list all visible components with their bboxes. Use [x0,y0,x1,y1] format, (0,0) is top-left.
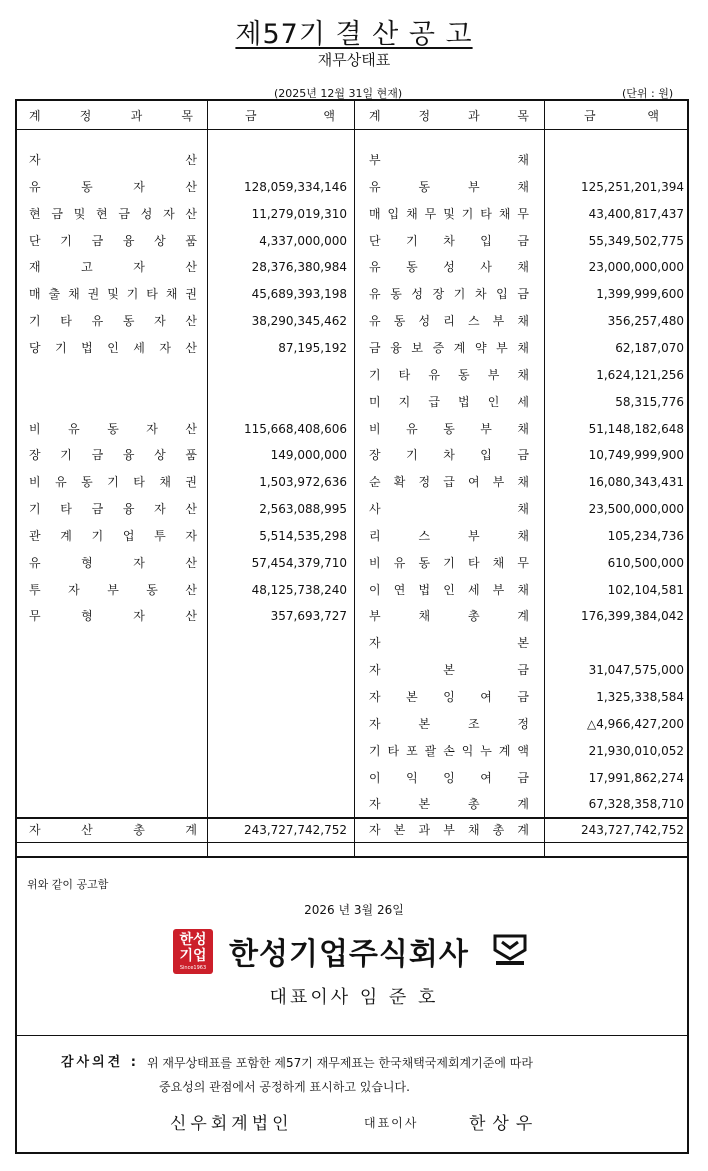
notice-text: 위와 같이 공고함 [27,878,109,891]
asset-row-amount: 357,693,727 [270,609,347,624]
liability-row-label: 리 스 부 채 [369,528,529,543]
liability-row-label: 부 채 [369,153,529,167]
asset-row-label: 매 출 채 권 및 기 타 채 권 [29,287,197,302]
asset-row-label: 비 유 동 기 타 채 권 [29,475,197,490]
header-amount-left: 금 액 [245,109,335,123]
liability-row-label: 유 동 성 리 스 부 채 [369,314,529,329]
liability-row-label: 미 지 급 법 인 세 [369,394,529,409]
liability-row-label: 기 타 유 동 부 채 [369,367,529,382]
liability-row-label: 유 동 성 장 기 차 입 금 [369,287,529,302]
asset-row-label: 유 형 자 산 [29,555,197,570]
audit-opinion-text: 위 재무상태표를 포함한 제57기 재무제표는 한국채택국제회계기준에 따라 중요성의 관점에서 공정하게 표시하고 있습니다. [147,1056,533,1094]
notice-title: 제57기 결 산 공 고 [235,19,473,50]
asset-row-amount: 115,668,408,606 [243,421,347,436]
liability-row-amount: 1,325,338,584 [596,690,684,704]
liability-row-amount [547,149,684,171]
asset-row-amount: 57,454,379,710 [251,555,347,570]
asset-row-amount: 38,290,345,462 [251,314,347,329]
liability-row-label: 자 본 [369,636,529,651]
liability-row-label: 장 기 차 입 금 [369,448,529,463]
as-of-date: (2025년 12월 31일 현재) [274,87,403,100]
liability-row-label: 순 확 정 급 여 부 채 [369,475,529,490]
asset-row-amount: 48,125,738,240 [251,582,347,597]
asset-row-amount: 11,279,019,310 [251,206,347,221]
asset-row-amount: 2,563,088,995 [259,502,347,517]
asset-row-amount: 45,689,393,198 [251,287,347,302]
asset-row-label: 비 유 동 자 산 [29,421,197,436]
liability-row-amount: 1,399,999,600 [596,287,684,302]
asset-row-amount: 149,000,000 [270,448,347,463]
asset-row-label: 유 동 자 산 [29,179,197,194]
liability-row-amount: 10,749,999,900 [588,448,684,463]
asset-row-amount: 4,337,000,000 [259,233,347,248]
liability-row-amount: 23,500,000,000 [588,502,684,517]
total-assets-amount: 243,727,742,752 [243,823,347,837]
asset-row-label [29,391,197,413]
asset-row-label: 무 형 자 산 [29,609,197,624]
asset-row-label: 기 타 유 동 자 산 [29,314,197,329]
audit-ceo-label: 대표이사 [364,1116,419,1130]
notice-date: 2026 년 3월 26일 [304,903,404,917]
liability-row-label: 사 채 [369,502,529,517]
liability-row-label: 자 본 잉 여 금 [369,690,529,704]
liability-row-amount: 23,000,000,000 [588,260,684,275]
asset-row-amount: 87,195,192 [278,340,347,355]
liability-row-label: 이 익 잉 여 금 [369,770,529,785]
liability-row-label: 유 동 부 채 [369,179,529,194]
liability-row-amount: 58,315,776 [615,394,684,409]
liability-row-amount: 102,104,581 [607,582,684,597]
asset-row-label: 장 기 금 융 상 품 [29,448,197,463]
audit-ceo-name: 한상우 [469,1114,540,1134]
liability-row-amount: 125,251,201,394 [580,179,684,194]
unit-label: (단위 : 원) [622,87,674,100]
ceo-name: 대표이사 임 준 호 [269,987,439,1008]
liability-row-amount [547,632,684,654]
asset-row-label: 기 타 금 융 자 산 [29,502,197,517]
asset-row-amount: 5,514,535,298 [259,528,347,543]
liability-row-amount: 43,400,817,437 [588,206,684,221]
company-name: 한성기업주식회사 [229,937,469,972]
liability-row-amount: 356,257,480 [607,314,684,329]
header-account-right: 계 정 과 목 [369,109,529,123]
liability-row-label: 유 동 성 사 채 [369,260,529,275]
header-account-left: 계 정 과 목 [29,109,193,123]
notice-frame [15,99,689,1154]
liability-row-amount: 610,500,000 [607,555,684,570]
liability-row-amount: 51,148,182,648 [588,421,684,436]
asset-row-label: 단 기 금 융 상 품 [29,233,197,248]
liability-row-amount: 16,080,343,431 [588,475,684,490]
liability-row-amount: 31,047,575,000 [588,663,684,678]
asset-row-label: 현 금 및 현 금 성 자 산 [29,206,197,221]
liability-row-amount: 67,328,358,710 [588,797,684,812]
asset-row-amount: 28,376,380,984 [251,260,347,275]
liability-row-amount: 62,187,070 [615,340,684,355]
liability-row-amount: 176,399,384,042 [580,609,684,624]
asset-row-amount: 1,503,972,636 [259,475,347,490]
asset-row-label: 당 기 법 인 세 자 산 [29,340,197,355]
total-assets-label: 자 산 총 계 [29,823,197,837]
total-liab-equity-label: 자 본 과 부 채 총 계 [369,823,529,837]
asset-row-label [29,364,197,386]
liability-row-label: 단 기 차 입 금 [369,233,529,248]
liability-row-label: 이 연 법 인 세 부 채 [369,582,529,597]
liability-row-amount: 21,930,010,052 [588,743,684,758]
statement-subtitle: 재무상태표 [317,51,391,69]
asset-row-amount [217,364,347,386]
asset-row-label: 관 계 기 업 투 자 [29,528,197,543]
liability-row-amount: △4,966,427,200 [586,716,684,731]
asset-row-label: 투 자 부 동 산 [29,582,197,597]
asset-row-label: 자 산 [29,153,197,167]
liability-row-amount: 1,624,121,256 [596,367,684,382]
liability-row-label: 자 본 총 계 [369,797,529,812]
audit-firm: 신우회계법인 [170,1114,293,1134]
liability-row-label: 부 채 총 계 [369,609,529,624]
header-amount-right: 금 액 [584,109,659,123]
total-liab-equity-amount: 243,727,742,752 [580,823,684,837]
liability-row-label: 비 유 동 기 타 채 무 [369,555,529,570]
liability-row-label: 기 타 포 괄 손 익 누 계 액 [369,743,529,758]
liability-row-label: 자 본 금 [369,663,529,678]
liability-row-amount: 55,349,502,775 [588,233,684,248]
asset-row-amount: 128,059,334,146 [243,179,347,194]
liability-row-label: 금 융 보 증 계 약 부 채 [369,340,529,355]
liability-row-label: 자 본 조 정 [369,716,529,731]
asset-row-amount [217,391,347,413]
liability-row-label: 매 입 채 무 및 기 타 채 무 [369,206,529,221]
company-emblem-icon [492,933,528,967]
company-seal-logo: 한성기업 Since1963 [173,929,213,974]
liability-row-amount: 17,991,862,274 [588,770,684,785]
asset-row-amount [217,149,347,171]
asset-row-label: 재 고 자 산 [29,260,197,275]
audit-opinion-heading: 감사의견 : [61,1055,139,1070]
liability-row-label: 비 유 동 부 채 [369,421,529,436]
liability-row-amount: 105,234,736 [607,528,684,543]
